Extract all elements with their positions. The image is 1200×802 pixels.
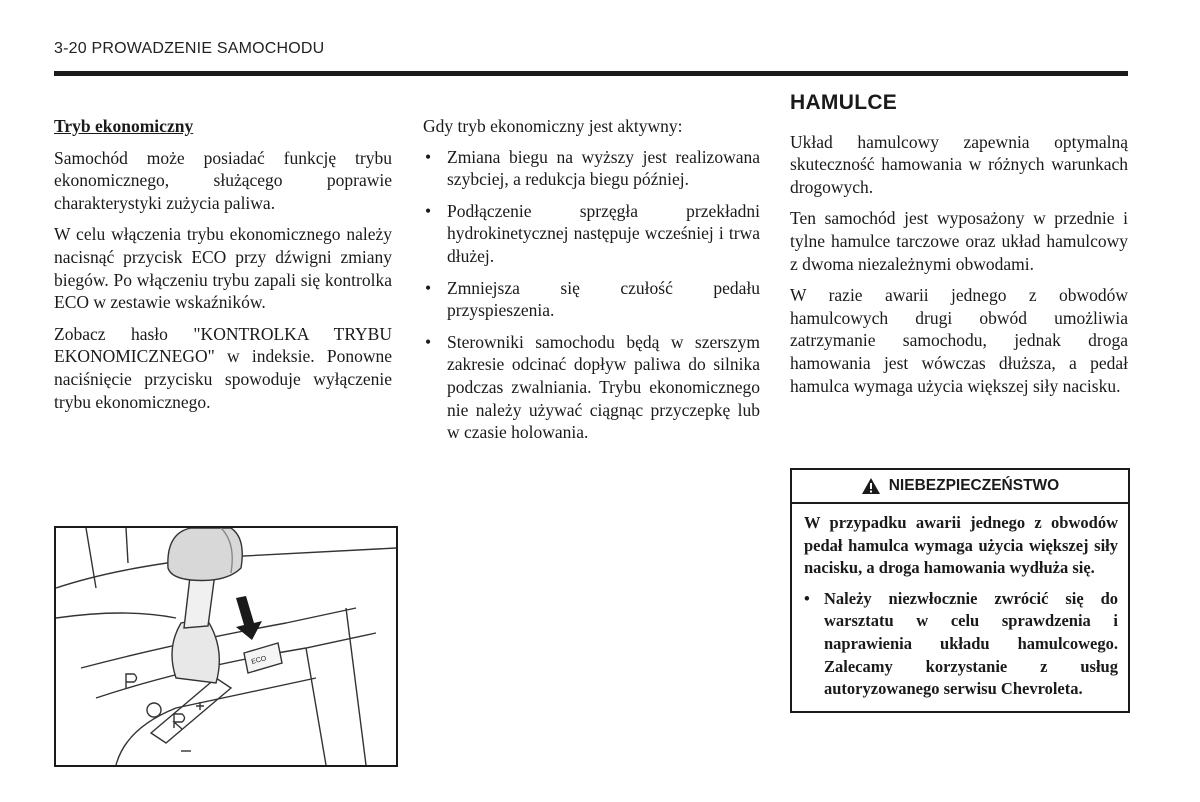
column-economy-mode	[54, 115, 392, 422]
warning-text: W przypadku awarii jednego z obwodów pedał hamulca wymaga użycia większej siły nacisku, a droga hamowania wydłuża się.	[804, 513, 1118, 578]
paragraph: W razie awarii jednego z obwodów hamulcowych drugi obwód umożliwia zatrzymanie samochodu, jednak droga hamowania jest wówczas dłuższa, a pedał hamulca wymaga użycia większej siły nacisku.	[790, 285, 1128, 396]
column-brakes	[790, 92, 1128, 406]
list-item: • Zmiana biegu na wyższy jest realizowana szybciej, a redukcja biegu później.	[423, 146, 760, 191]
page-header: 3-20 PROWADZENIE SAMOCHODU	[54, 40, 325, 57]
warning-triangle-icon	[861, 477, 881, 495]
danger-warning-box	[790, 468, 1130, 713]
eco-button-label: ECO	[250, 655, 268, 666]
effects-list	[423, 146, 760, 444]
list-item: • Sterowniki samochodu będą w szerszym zakresie odcinać dopływ paliwa do silnika podczas zwalniania. Trybu ekonomicznego nie należy używać ciągnąc przyczepkę lub w czasie holowania.	[423, 331, 760, 444]
header-rule	[54, 71, 1128, 76]
paragraph: Samochód może posiadać funkcję trybu ekonomicznego, służącego poprawie charakterystyki zużycia paliwa.	[54, 147, 392, 213]
paragraph: Ten samochód jest wyposażony w przednie i tylne hamulce tarczowe oraz układ hamulcowy z dwoma niezależnymi obwodami.	[790, 208, 1128, 274]
warning-list	[804, 588, 1118, 701]
warning-body	[792, 504, 1128, 711]
list-item: • Należy niezwłocznie zwrócić się do warsztatu w celu sprawdzenia i naprawienia układu hamulcowego. Zalecamy korzystanie z usług autoryzowanego serwisu Chevroleta.	[804, 588, 1118, 701]
paragraph: Zobacz hasło "KONTROLKA TRYBU EKONOMICZNEGO" w indeksie. Ponowne naciśnięcie przycisku spowoduje wyłączenie trybu ekonomicznego.	[54, 323, 392, 412]
list-item: • Podłączenie sprzęgła przekładni hydrokinetycznej następuje wcześniej i trwa dłużej.	[423, 200, 760, 268]
effects-intro: Gdy tryb ekonomiczny jest aktywny:	[423, 116, 683, 136]
brakes-section-title: HAMULCE	[790, 91, 898, 114]
warning-header	[792, 470, 1128, 504]
gear-lever-drawing	[56, 528, 396, 765]
paragraph: Układ hamulcowy zapewnia optymalną skuteczność hamowania w różnych warunkach drogowych.	[790, 131, 1128, 197]
column-economy-effects	[423, 115, 760, 453]
economy-mode-subheading: Tryb ekonomiczny	[54, 116, 194, 136]
gear-lever-eco-illustration	[54, 526, 398, 767]
warning-heading: NIEBEZPIECZEŃSTWO	[888, 477, 1060, 494]
paragraph: W celu włączenia trybu ekonomicznego należy nacisnąć przycisk ECO przy dźwigni zmiany biegów. Po włączeniu trybu zapali się kontrolka ECO w zestawie wskaźników.	[54, 224, 392, 313]
list-item: • Zmniejsza się czułość pedału przyspieszenia.	[423, 277, 760, 322]
